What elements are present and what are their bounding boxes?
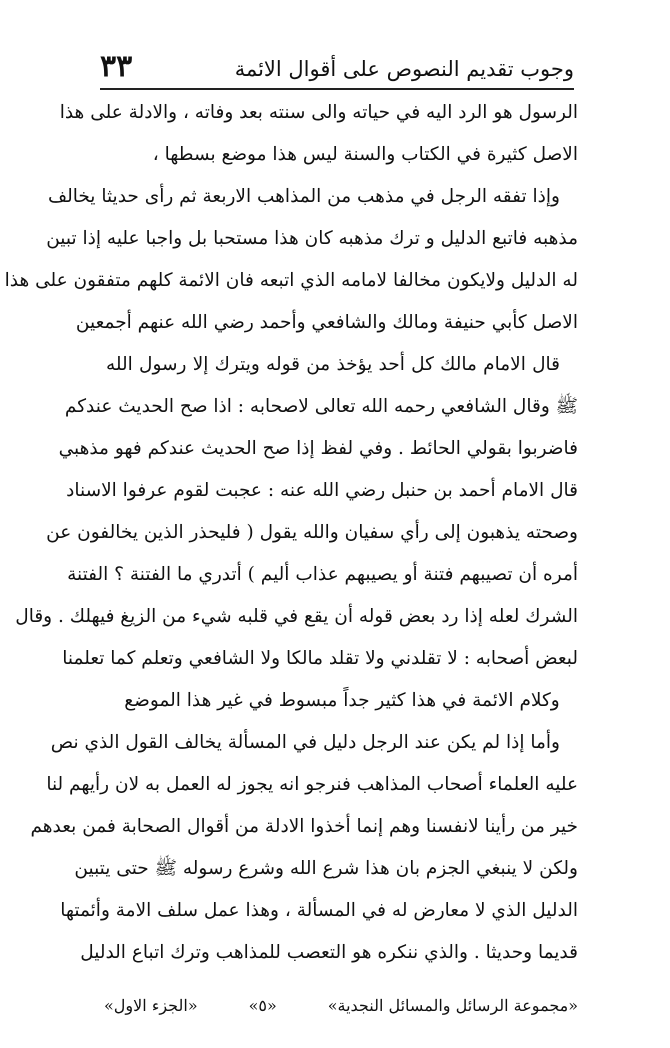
text-line: قديما وحديثا . والذي ننكره هو التعصب للمذاهب وترك اتباع الدليل (80, 942, 578, 963)
text-line: الاصل كأبي حنيفة ومالك والشافعي وأحمد رضي الله عنهم أجمعين (75, 312, 578, 333)
page-header (100, 40, 574, 84)
text-line: وأما إذا لم يكن عند الرجل دليل في المسألة يخالف القول الذي نص (50, 732, 560, 753)
page-number: ٣٣ (100, 49, 133, 84)
text-line: لبعض أصحابه : لا تقلدني ولا تقلد مالكا ولا الشافعي وتعلم كما تعلمنا (62, 648, 578, 669)
running-title: وجوب تقديم النصوص على أقوال الائمة (234, 57, 574, 81)
text-line: مذهبه فاتبع الدليل و ترك مذهبه كان هذا مستحبا بل واجبا عليه إذا تبين (46, 228, 578, 249)
text-line: له الدليل ولايكون مخالفا لامامه الذي اتبعه فان الائمة كلهم متفقون على هذا (4, 270, 578, 291)
text-line: خير من رأينا لانفسنا وهم إنما أخذوا الادلة من أقوال الصحابة فمن بعدهم (30, 816, 578, 837)
footer-part-label: «الجزء الاول» (104, 995, 198, 1015)
text-line: الدليل الذي لا معارض له في المسألة ، وهذا عمل سلف الامة وأئمتها (60, 900, 578, 921)
text-line: أمره أن تصيبهم فتنة أو يصيبهم عذاب أليم ) أتدري ما الفتنة ؟ الفتنة (67, 564, 578, 585)
footer-collection-title: «مجموعة الرسائل والمسائل النجدية» (327, 995, 578, 1015)
text-line: ﷺ وقال الشافعي رحمه الله تعالى لاصحابه : اذا صح الحديث عندكم (64, 396, 578, 417)
page-footer (104, 990, 578, 1020)
text-line: وإذا تفقه الرجل في مذهب من المذاهب الاربعة ثم رأى حديثا يخالف (47, 186, 560, 207)
text-line: الشرك لعله إذا رد بعض قوله أن يقع في قلبه شيء من الزيغ فيهلك . وقال (15, 606, 578, 627)
text-line: الاصل كثيرة في الكتاب والسنة ليس هذا موضع بسطها ، (152, 144, 578, 165)
header-rule (100, 88, 574, 90)
text-line: عليه العلماء أصحاب المذاهب فنرجو انه يجوز له العمل به لان رأيهم لنا (46, 774, 578, 795)
text-line: وكلام الائمة في هذا كثير جداً مبسوط في غير هذا الموضع (124, 690, 560, 711)
text-line: ولكن لا ينبغي الجزم بان هذا شرع الله وشرع رسوله ﷺ حتى يتبين (74, 858, 578, 879)
text-line: وصحته يذهبون إلى رأي سفيان والله يقول ( فليحذر الذين يخالفون عن (46, 522, 578, 543)
text-line: فاضربوا بقولي الحائط . وفي لفظ إذا صح الحديث عندكم فهو مذهبي (58, 438, 578, 459)
text-line: قال الامام مالك كل أحد يؤخذ من قوله ويترك إلا رسول الله (106, 354, 560, 375)
body-text (4, 92, 578, 972)
text-line: الرسول هو الرد اليه في حياته والى سنته بعد وفاته ، والادلة على هذا (59, 102, 578, 123)
text-line: قال الامام أحمد بن حنبل رضي الله عنه : عجبت لقوم عرفوا الاسناد (66, 480, 578, 501)
footer-page-in-part: «٥» (248, 995, 277, 1015)
